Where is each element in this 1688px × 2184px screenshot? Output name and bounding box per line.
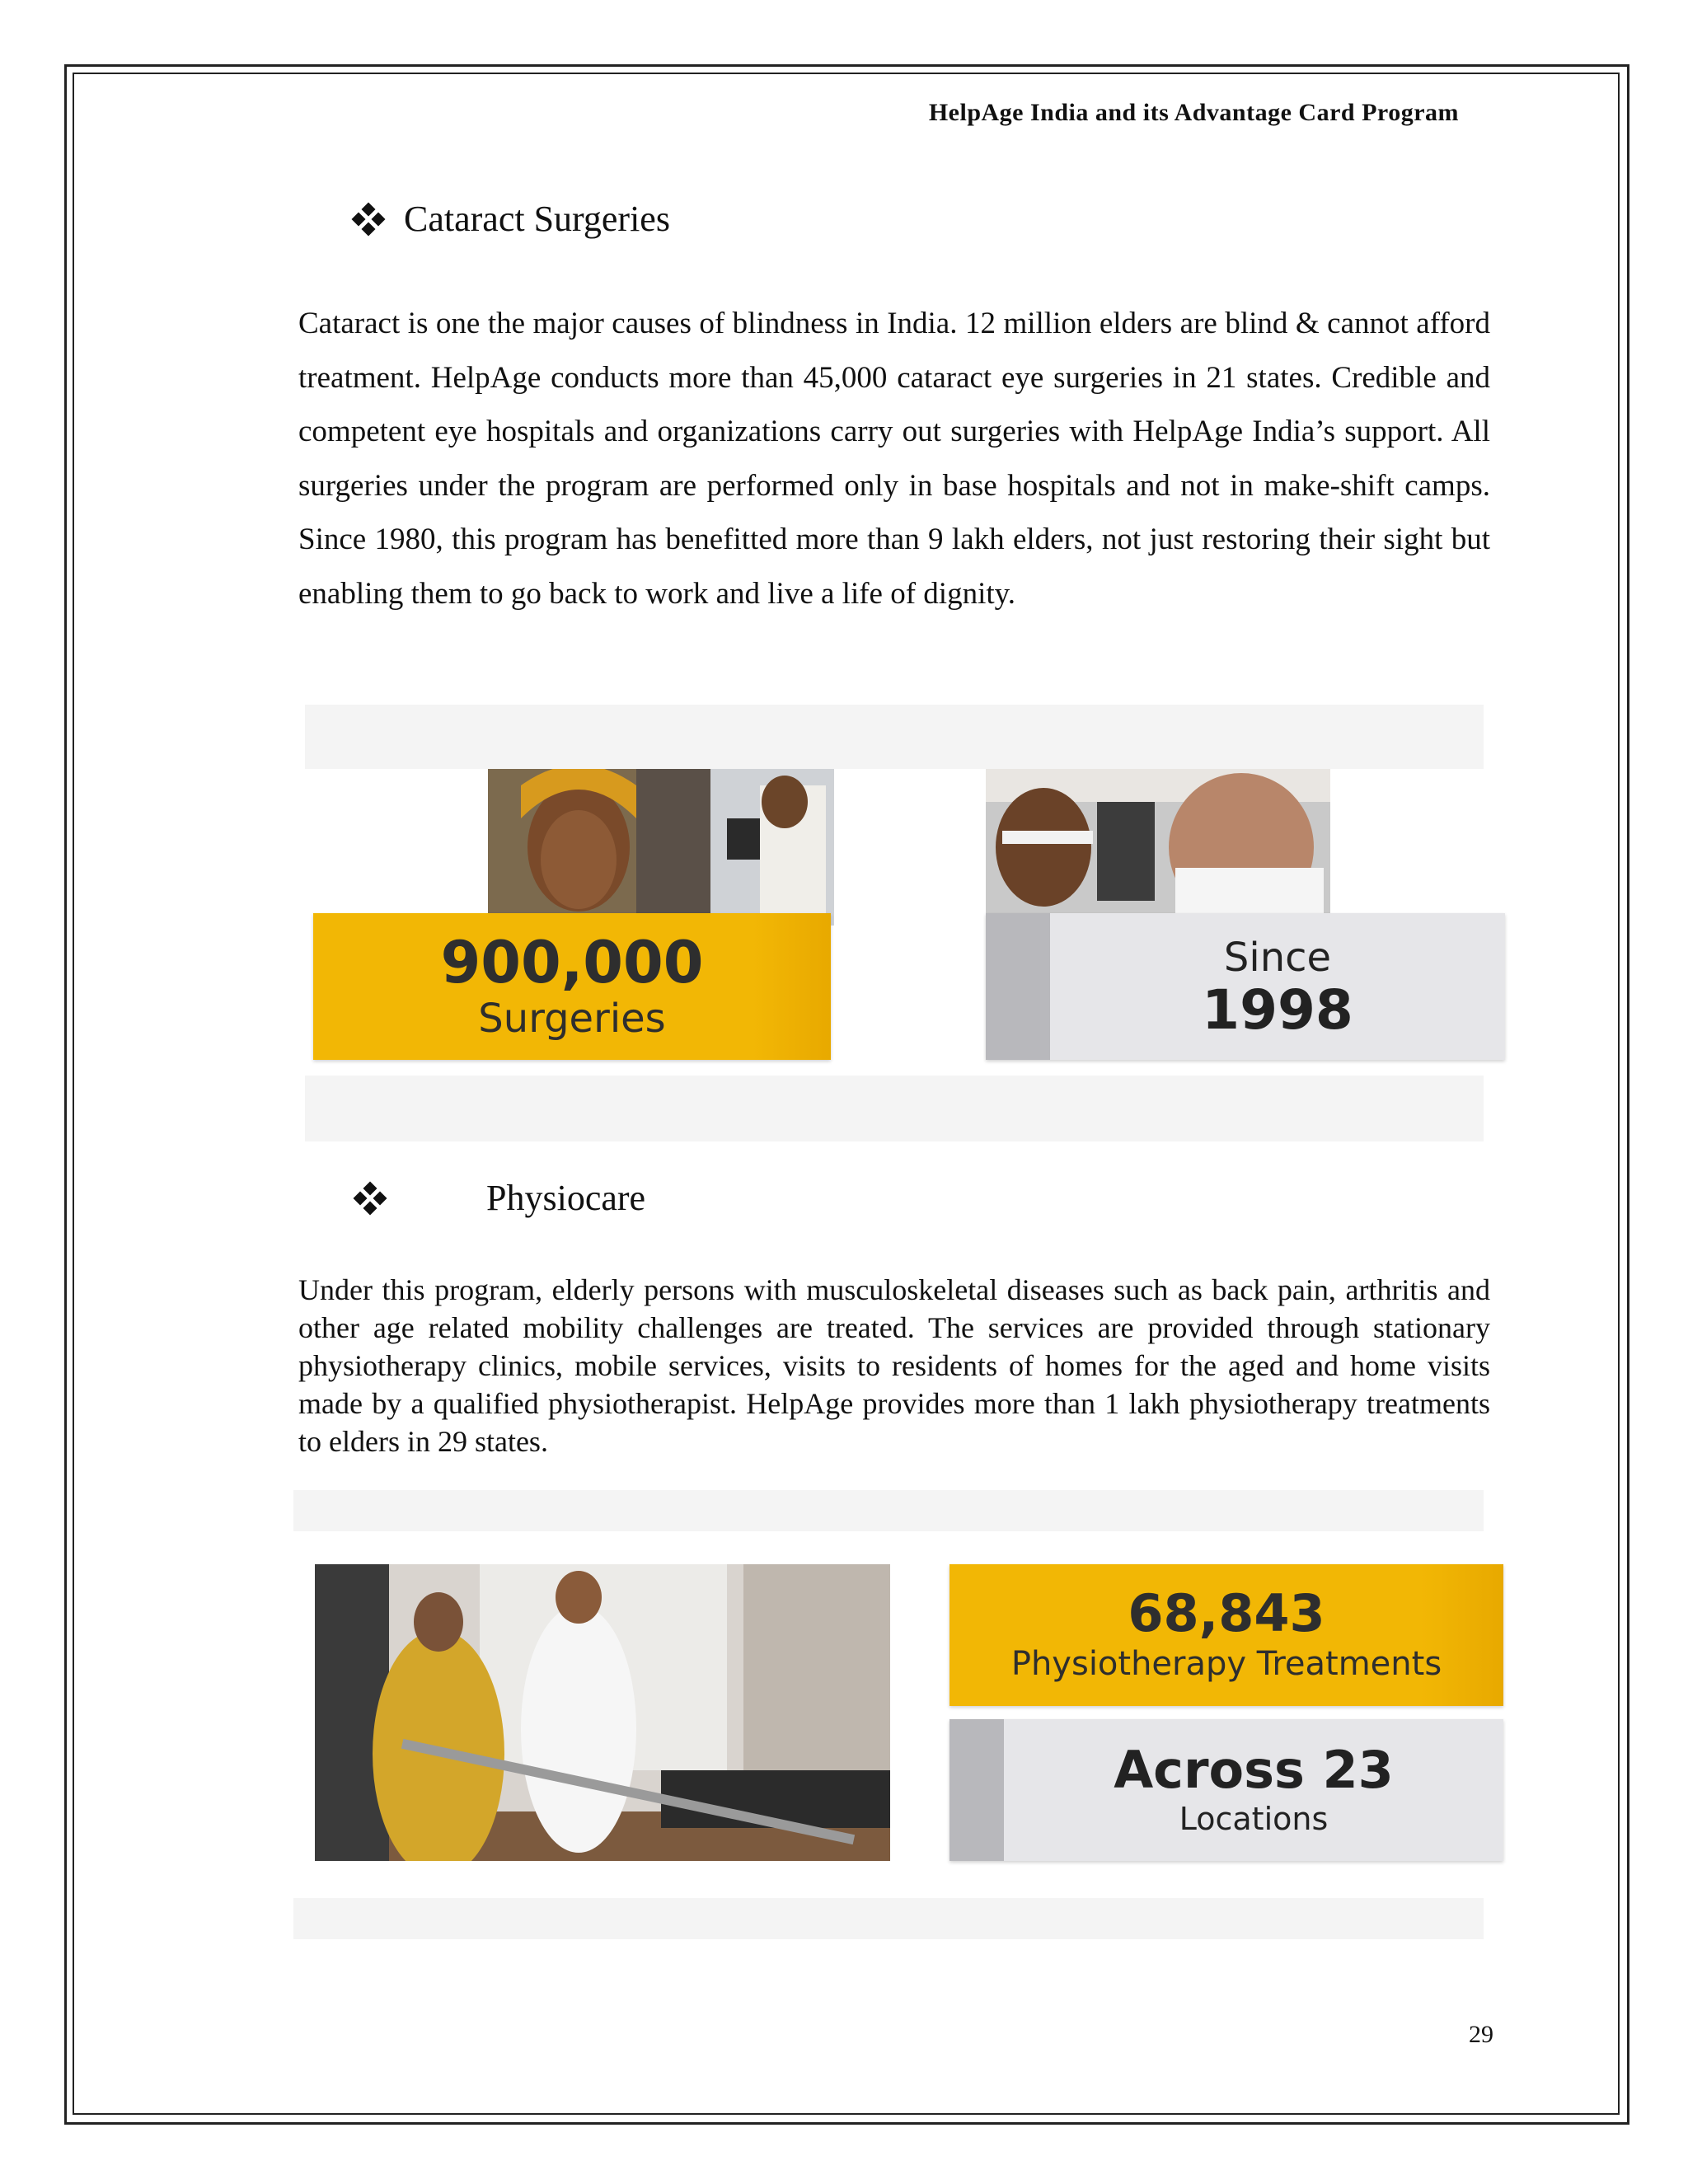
cataract-photo-right — [986, 769, 1330, 913]
cataract-infographic — [305, 705, 1484, 1141]
physio-infographic — [293, 1490, 1484, 1939]
stat-since — [986, 913, 1505, 1060]
stat-treatments-label: Physiotherapy Treatments — [1010, 1645, 1442, 1683]
stat-locations-tab — [950, 1719, 1004, 1861]
four-diamond-bullet-icon — [353, 204, 384, 235]
section-heading-cataract — [353, 198, 670, 240]
stat-surgeries-label: Surgeries — [478, 996, 666, 1042]
stat-surgeries — [313, 913, 831, 1060]
section-heading-text: Physiocare — [486, 1178, 646, 1218]
stat-treatments-value: 68,843 — [1128, 1583, 1325, 1643]
running-header: HelpAge India and its Advantage Card Program — [928, 99, 1459, 126]
physiocare-paragraph: Under this program, elderly persons with musculoskeletal diseases such as back pain, arthritis and other age related mobility challenges are treated. The services are provided through stationary physiotherapy clinics, mobile services, visits to residents of homes for the aged and home visits made by a qualified physiotherapist. HelpAge provides more than 1 lakh physiotherapy treatments to elders in 29 states. — [298, 1273, 1490, 1458]
stat-locations-label: Locations — [1179, 1801, 1329, 1837]
cataract-photo-left — [488, 769, 834, 926]
stat-since-value: 1998 — [1202, 978, 1353, 1042]
page-number: 29 — [1469, 2021, 1493, 2048]
four-diamond-bullet-icon — [354, 1183, 386, 1214]
stat-since-label: Since — [1223, 935, 1332, 981]
cataract-paragraph: Cataract is one the major causes of blindness in India. 12 million elders are blind & cannot afford treatment. HelpAge conducts more than 45,000 cataract eye surgeries in 21 states. Credible and competent eye hospitals and organizations carry out surgeries with HelpAge India’s support. All surgeries under the program are performed only in base hospitals and not in make-shift camps. Since 1980, this program has benefitted more than 9 lakh elders, not just restoring their sight but enabling them to go back to work and live a life of dignity. — [298, 307, 1490, 611]
stat-locations-value: Across 23 — [1114, 1740, 1394, 1800]
physio-photo — [315, 1564, 890, 1861]
stat-locations — [950, 1719, 1503, 1861]
section-heading-physiocare — [354, 1177, 645, 1219]
section-heading-text: Cataract Surgeries — [404, 199, 670, 239]
stat-surgeries-value: 900,000 — [440, 929, 704, 996]
stat-treatments — [950, 1564, 1503, 1706]
stat-since-tab — [986, 913, 1050, 1060]
